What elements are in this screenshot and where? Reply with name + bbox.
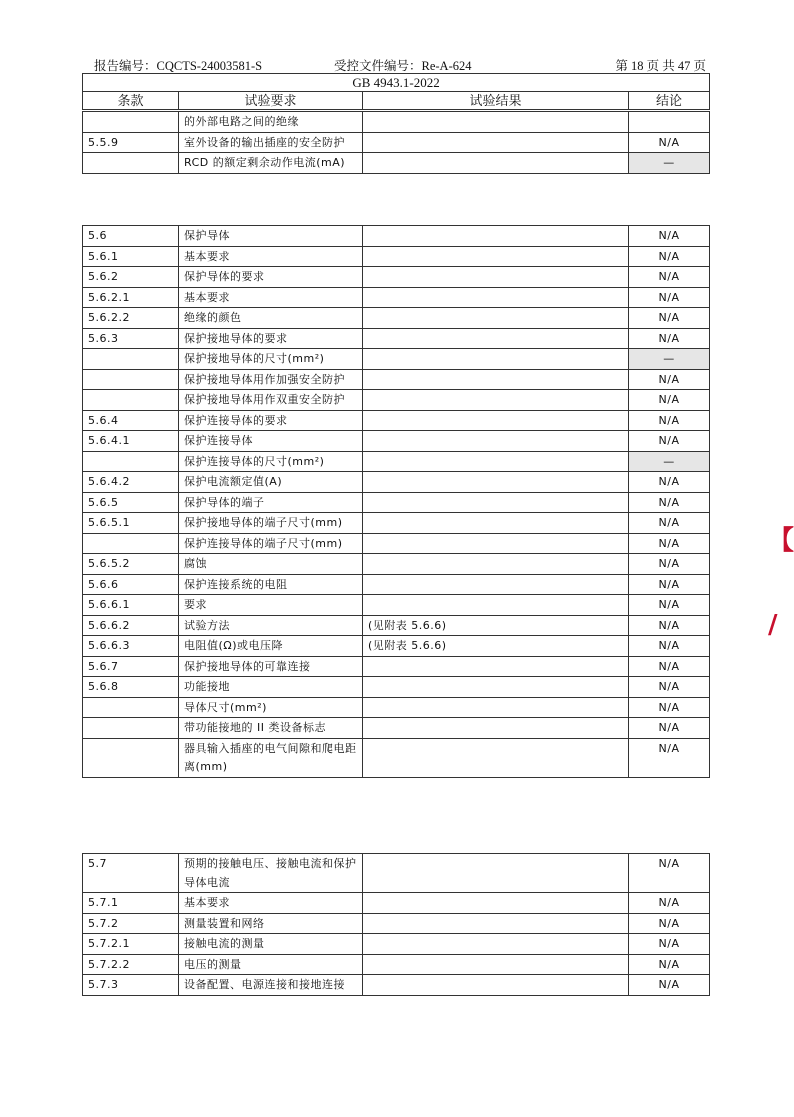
result-cell	[363, 934, 629, 955]
result-cell	[363, 595, 629, 616]
requirement-cell: 保护连接系统的电阻	[179, 574, 363, 595]
verdict-cell: N/A	[629, 615, 710, 636]
requirement-cell: 室外设备的输出插座的安全防护	[179, 132, 363, 153]
table-row	[83, 153, 710, 174]
result-cell	[363, 410, 629, 431]
table-row	[83, 349, 710, 370]
result-cell	[363, 132, 629, 153]
clause-cell: 5.6.3	[83, 328, 179, 349]
col-verdict: 结论	[629, 92, 710, 110]
clause-cell: 5.5.9	[83, 132, 179, 153]
table-row	[83, 533, 710, 554]
table-row	[83, 975, 710, 996]
requirement-cell: 保护连接导体的尺寸(mm²)	[179, 451, 363, 472]
page-number: 第 18 页 共 47 页	[615, 59, 706, 73]
result-cell	[363, 893, 629, 914]
table-row	[83, 267, 710, 288]
result-cell	[363, 954, 629, 975]
clause-cell: 5.6.6	[83, 574, 179, 595]
section-table-5-7	[82, 853, 710, 996]
requirement-cell: 基本要求	[179, 287, 363, 308]
table-row	[83, 112, 710, 133]
requirement-cell: 导体尺寸(mm²)	[179, 697, 363, 718]
requirement-cell: 电压的测量	[179, 954, 363, 975]
verdict-cell: N/A	[629, 410, 710, 431]
requirement-cell: 保护接地导体的可靠连接	[179, 656, 363, 677]
result-cell	[363, 513, 629, 534]
result-cell	[363, 349, 629, 370]
verdict-cell: N/A	[629, 492, 710, 513]
result-cell	[363, 369, 629, 390]
clause-cell: 5.6.8	[83, 677, 179, 698]
requirement-cell: 带功能接地的 II 类设备标志	[179, 718, 363, 739]
table-row	[83, 574, 710, 595]
section-table-5-6	[82, 225, 710, 778]
result-cell	[363, 451, 629, 472]
result-cell	[363, 574, 629, 595]
result-cell	[363, 492, 629, 513]
verdict-cell: N/A	[629, 533, 710, 554]
table-row	[83, 328, 710, 349]
clause-cell: 5.6.2.2	[83, 308, 179, 329]
table-row	[83, 390, 710, 411]
table-row	[83, 513, 710, 534]
table-row	[83, 934, 710, 955]
result-cell	[363, 267, 629, 288]
verdict-cell: N/A	[629, 267, 710, 288]
table-row	[83, 595, 710, 616]
requirement-cell: 设备配置、电源连接和接地连接	[179, 975, 363, 996]
verdict-cell: N/A	[629, 132, 710, 153]
verdict-cell: N/A	[629, 431, 710, 452]
table-row	[83, 492, 710, 513]
result-cell	[363, 390, 629, 411]
clause-cell: 5.6	[83, 226, 179, 247]
table-row	[83, 451, 710, 472]
requirement-cell: 保护接地导体的要求	[179, 328, 363, 349]
requirement-cell: 绝缘的颜色	[179, 308, 363, 329]
verdict-cell: N/A	[629, 677, 710, 698]
table-row	[83, 954, 710, 975]
standard-code: GB 4943.1-2022	[83, 74, 710, 92]
clause-cell: 5.7.2	[83, 913, 179, 934]
requirement-cell: 试验方法	[179, 615, 363, 636]
requirement-cell: 保护导体的端子	[179, 492, 363, 513]
verdict-cell: N/A	[629, 738, 710, 777]
clause-cell: 5.6.6.1	[83, 595, 179, 616]
requirement-cell: 预期的接触电压、接触电流和保护导体电流	[179, 854, 363, 893]
red-stamp-top: 【	[768, 526, 794, 556]
clause-cell	[83, 112, 179, 133]
table-row	[83, 246, 710, 267]
clause-cell: 5.6.7	[83, 656, 179, 677]
requirement-cell: 保护接地导体用作双重安全防护	[179, 390, 363, 411]
clause-cell	[83, 390, 179, 411]
requirement-cell: 保护连接导体	[179, 431, 363, 452]
verdict-cell: N/A	[629, 472, 710, 493]
table-row	[83, 287, 710, 308]
clause-cell	[83, 718, 179, 739]
requirement-cell: 保护接地导体的尺寸(mm²)	[179, 349, 363, 370]
verdict-cell: N/A	[629, 656, 710, 677]
table-row	[83, 738, 710, 777]
table-row	[83, 677, 710, 698]
requirement-cell: 腐蚀	[179, 554, 363, 575]
requirement-cell: 保护接地导体的端子尺寸(mm)	[179, 513, 363, 534]
result-cell	[363, 308, 629, 329]
requirement-cell: RCD 的额定剩余动作电流(mA)	[179, 153, 363, 174]
clause-cell: 5.6.2.1	[83, 287, 179, 308]
requirement-cell: 保护连接导体的要求	[179, 410, 363, 431]
result-cell	[363, 431, 629, 452]
clause-cell: 5.7.2.2	[83, 954, 179, 975]
result-cell	[363, 677, 629, 698]
result-cell	[363, 975, 629, 996]
page-header	[94, 56, 706, 74]
requirement-cell: 接触电流的测量	[179, 934, 363, 955]
clause-cell: 5.6.5.2	[83, 554, 179, 575]
result-cell	[363, 328, 629, 349]
clause-cell: 5.7.2.1	[83, 934, 179, 955]
verdict-cell: N/A	[629, 369, 710, 390]
verdict-cell: —	[629, 153, 710, 174]
verdict-cell: —	[629, 451, 710, 472]
requirement-cell: 要求	[179, 595, 363, 616]
result-cell	[363, 697, 629, 718]
requirement-cell: 保护电流额定值(A)	[179, 472, 363, 493]
requirement-cell: 保护接地导体用作加强安全防护	[179, 369, 363, 390]
verdict-cell: N/A	[629, 554, 710, 575]
verdict-cell: N/A	[629, 893, 710, 914]
verdict-cell: N/A	[629, 513, 710, 534]
requirement-cell: 基本要求	[179, 246, 363, 267]
verdict-cell: N/A	[629, 246, 710, 267]
verdict-cell: N/A	[629, 308, 710, 329]
result-cell	[363, 226, 629, 247]
red-stamp-bottom: /	[768, 610, 778, 640]
result-cell	[363, 153, 629, 174]
clause-cell: 5.7	[83, 854, 179, 893]
verdict-cell: N/A	[629, 287, 710, 308]
table-row	[83, 472, 710, 493]
clause-cell	[83, 349, 179, 370]
result-cell	[363, 533, 629, 554]
table-row	[83, 893, 710, 914]
verdict-cell: N/A	[629, 913, 710, 934]
requirement-cell: 保护导体的要求	[179, 267, 363, 288]
table-row	[83, 615, 710, 636]
clause-cell	[83, 369, 179, 390]
result-cell	[363, 656, 629, 677]
result-cell	[363, 472, 629, 493]
result-cell	[363, 112, 629, 133]
clause-cell: 5.6.6.2	[83, 615, 179, 636]
table-header	[82, 73, 710, 110]
section-table-5-5-9	[82, 111, 710, 174]
clause-cell	[83, 153, 179, 174]
clause-cell: 5.6.2	[83, 267, 179, 288]
verdict-cell: N/A	[629, 328, 710, 349]
table-row	[83, 718, 710, 739]
table-row	[83, 554, 710, 575]
verdict-cell: N/A	[629, 934, 710, 955]
table-row	[83, 697, 710, 718]
requirement-cell: 保护连接导体的端子尺寸(mm)	[179, 533, 363, 554]
result-cell	[363, 738, 629, 777]
clause-cell: 5.6.5	[83, 492, 179, 513]
requirement-cell: 的外部电路之间的绝缘	[179, 112, 363, 133]
clause-cell: 5.6.4.2	[83, 472, 179, 493]
col-clause: 条款	[83, 92, 179, 110]
table-row	[83, 431, 710, 452]
control-number: 受控文件编号：Re-A-624	[334, 59, 472, 73]
clause-cell: 5.7.3	[83, 975, 179, 996]
verdict-cell: N/A	[629, 595, 710, 616]
clause-cell: 5.6.4	[83, 410, 179, 431]
table-row	[83, 854, 710, 893]
requirement-cell: 保护导体	[179, 226, 363, 247]
verdict-cell	[629, 112, 710, 133]
col-requirement: 试验要求	[179, 92, 363, 110]
result-cell: (见附表 5.6.6)	[363, 615, 629, 636]
table-row	[83, 636, 710, 657]
requirement-cell: 测量装置和网络	[179, 913, 363, 934]
clause-cell: 5.6.5.1	[83, 513, 179, 534]
verdict-cell: N/A	[629, 975, 710, 996]
table-row	[83, 369, 710, 390]
verdict-cell: N/A	[629, 854, 710, 893]
clause-cell: 5.6.6.3	[83, 636, 179, 657]
table-row	[83, 226, 710, 247]
verdict-cell: N/A	[629, 226, 710, 247]
result-cell	[363, 246, 629, 267]
requirement-cell: 电阻值(Ω)或电压降	[179, 636, 363, 657]
verdict-cell: N/A	[629, 636, 710, 657]
table-row	[83, 132, 710, 153]
clause-cell	[83, 697, 179, 718]
result-cell	[363, 554, 629, 575]
report-number: 报告编号：CQCTS-24003581-S	[94, 59, 263, 73]
result-cell	[363, 854, 629, 893]
verdict-cell: N/A	[629, 697, 710, 718]
clause-cell	[83, 451, 179, 472]
clause-cell	[83, 533, 179, 554]
result-cell: (见附表 5.6.6)	[363, 636, 629, 657]
table-row	[83, 410, 710, 431]
table-row	[83, 656, 710, 677]
requirement-cell: 基本要求	[179, 893, 363, 914]
result-cell	[363, 718, 629, 739]
col-result: 试验结果	[363, 92, 629, 110]
verdict-cell: N/A	[629, 718, 710, 739]
result-cell	[363, 913, 629, 934]
verdict-cell: N/A	[629, 954, 710, 975]
clause-cell: 5.7.1	[83, 893, 179, 914]
requirement-cell: 功能接地	[179, 677, 363, 698]
result-cell	[363, 287, 629, 308]
clause-cell: 5.6.4.1	[83, 431, 179, 452]
verdict-cell: N/A	[629, 390, 710, 411]
clause-cell: 5.6.1	[83, 246, 179, 267]
table-row	[83, 913, 710, 934]
table-row	[83, 308, 710, 329]
requirement-cell: 器具输入插座的电气间隙和爬电距离(mm)	[179, 738, 363, 777]
clause-cell	[83, 738, 179, 777]
verdict-cell: N/A	[629, 574, 710, 595]
verdict-cell: —	[629, 349, 710, 370]
